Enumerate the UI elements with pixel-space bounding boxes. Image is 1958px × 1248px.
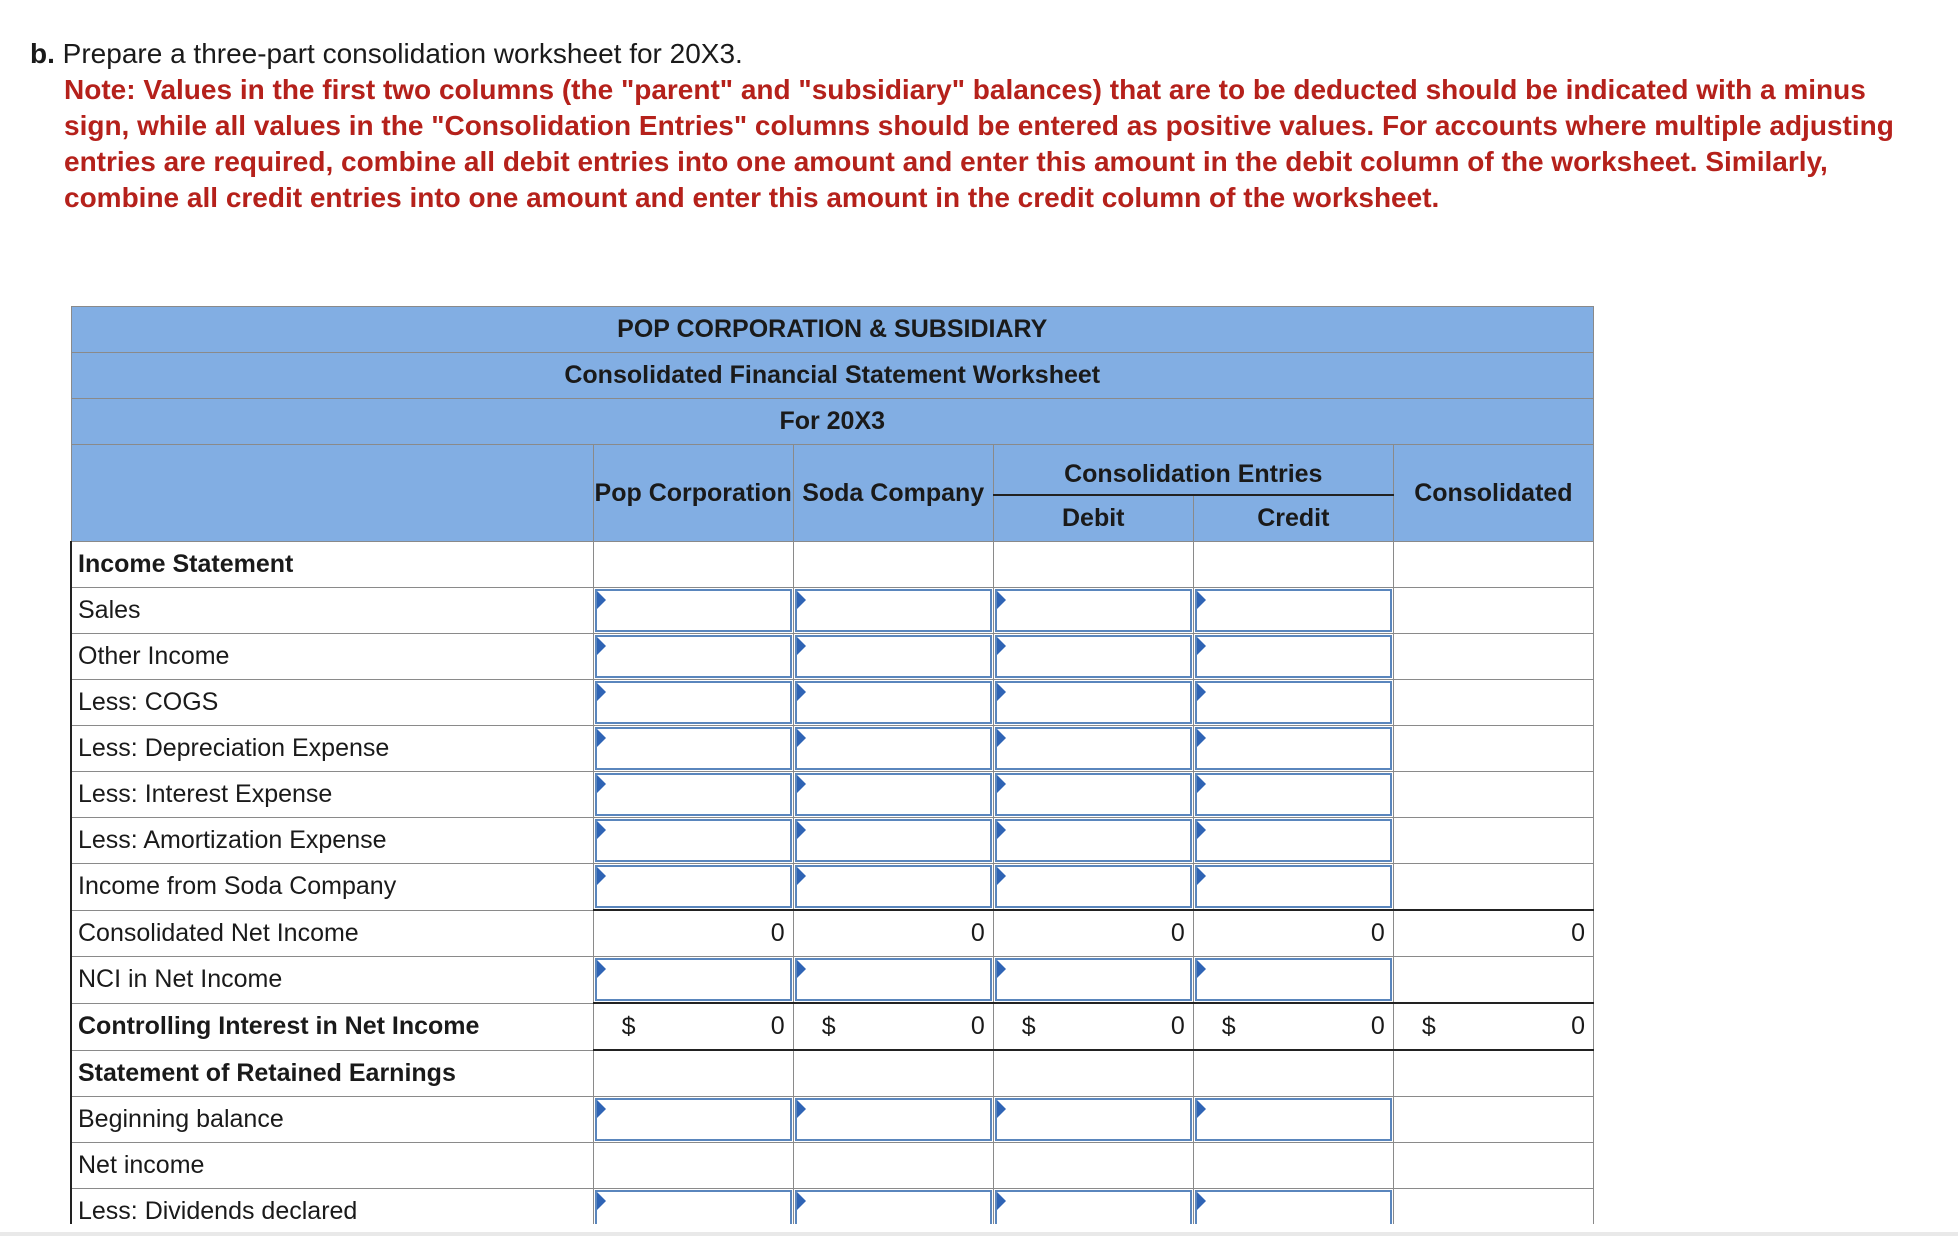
beginning-balance-soda-input[interactable] — [795, 1098, 992, 1141]
net-income-credit — [1193, 1143, 1393, 1189]
nci-ni-soda-input[interactable] — [795, 958, 992, 1001]
currency-symbol: $ — [621, 1012, 636, 1040]
table-row — [71, 588, 1594, 634]
amortization-debit-input[interactable] — [995, 819, 1192, 862]
sales-soda-input[interactable] — [795, 589, 992, 632]
other-income-debit-input[interactable] — [995, 635, 1192, 678]
beginning-balance-pop-input[interactable] — [595, 1098, 792, 1141]
header-consolidated: Consolidated — [1393, 445, 1593, 542]
sales-consolidated — [1393, 588, 1593, 634]
cogs-soda-input[interactable] — [795, 681, 992, 724]
net-income-consolidated — [1393, 1143, 1593, 1189]
instruction-text: Prepare a three-part consolidation worksheet for 20X3. — [62, 38, 743, 69]
net-income-debit — [993, 1143, 1193, 1189]
table-row — [71, 1050, 1594, 1097]
note-text: Note: Values in the first two columns (the "parent" and "subsidiary" balances) that are to be deducted should be indicated with a minus sign, while all values in the "Consolidation Entries" columns should be entered as positive values. For accounts where multiple adjusting entries are required, combine all debit entries into one amount and enter this amount in the debit column of the worksheet. Similarly, combine all credit entries into one amount and enter this amount in the credit column of the worksheet. — [64, 74, 1894, 213]
table-row — [71, 634, 1594, 680]
interest-credit-input[interactable] — [1195, 773, 1392, 816]
currency-symbol: $ — [1421, 1012, 1436, 1040]
instructions — [30, 36, 1910, 216]
row-label-beginning-balance: Beginning balance — [71, 1097, 593, 1143]
nci-ni-consolidated — [1393, 957, 1593, 1004]
currency-symbol: $ — [1221, 1012, 1236, 1040]
row-label-income-from-soda: Income from Soda Company — [71, 864, 593, 911]
row-label-depreciation: Less: Depreciation Expense — [71, 726, 593, 772]
row-label-sales: Sales — [71, 588, 593, 634]
table-row — [71, 1189, 1594, 1225]
net-income-pop — [593, 1143, 793, 1189]
nci-ni-debit-input[interactable] — [995, 958, 1192, 1001]
table-row — [71, 1097, 1594, 1143]
row-label-dividends: Less: Dividends declared — [71, 1189, 593, 1225]
dividends-credit-input[interactable] — [1195, 1190, 1392, 1224]
dividends-pop-input[interactable] — [595, 1190, 792, 1224]
header-debit: Debit — [993, 495, 1193, 542]
header-consolidation-entries: Consolidation Entries — [993, 445, 1393, 496]
table-row — [71, 680, 1594, 726]
row-label-nci-net-income: NCI in Net Income — [71, 957, 593, 1004]
depreciation-soda-input[interactable] — [795, 727, 992, 770]
income-from-soda-consolidated — [1393, 864, 1593, 911]
interest-soda-input[interactable] — [795, 773, 992, 816]
worksheet-table — [70, 306, 1594, 1224]
dividends-debit-input[interactable] — [995, 1190, 1192, 1224]
row-label-amortization: Less: Amortization Expense — [71, 818, 593, 864]
table-row — [71, 910, 1594, 957]
controlling-ni-debit-total: 0 — [1170, 1012, 1185, 1040]
other-income-soda-input[interactable] — [795, 635, 992, 678]
sales-credit-input[interactable] — [1195, 589, 1392, 632]
row-label-consolidated-net-income: Consolidated Net Income — [71, 910, 593, 957]
controlling-ni-pop-total: 0 — [770, 1012, 785, 1040]
sales-debit-input[interactable] — [995, 589, 1192, 632]
row-label-other-income: Other Income — [71, 634, 593, 680]
beginning-balance-consolidated — [1393, 1097, 1593, 1143]
row-label-controlling-interest: Controlling Interest in Net Income — [71, 1003, 593, 1050]
section-retained-earnings: Statement of Retained Earnings — [71, 1050, 593, 1097]
cogs-debit-input[interactable] — [995, 681, 1192, 724]
table-row — [71, 772, 1594, 818]
cogs-consolidated — [1393, 680, 1593, 726]
section-income-statement: Income Statement — [71, 542, 593, 588]
table-row — [71, 542, 1594, 588]
controlling-ni-consolidated-total: 0 — [1571, 1012, 1585, 1040]
worksheet-period-title: For 20X3 — [71, 399, 1594, 445]
beginning-balance-debit-input[interactable] — [995, 1098, 1192, 1141]
income-from-soda-credit-input[interactable] — [1195, 865, 1392, 908]
depreciation-consolidated — [1393, 726, 1593, 772]
consolidated-ni-debit-total: 0 — [993, 910, 1193, 957]
consolidated-ni-consolidated-total: 0 — [1393, 910, 1593, 957]
worksheet-statement-title: Consolidated Financial Statement Worksheet — [71, 353, 1594, 399]
consolidation-worksheet — [70, 306, 1594, 1224]
income-from-soda-debit-input[interactable] — [995, 865, 1192, 908]
page-divider — [0, 1232, 1958, 1236]
nci-ni-pop-input[interactable] — [595, 958, 792, 1001]
consolidated-ni-credit-total: 0 — [1193, 910, 1393, 957]
other-income-consolidated — [1393, 634, 1593, 680]
row-label-net-income: Net income — [71, 1143, 593, 1189]
worksheet-company-title: POP CORPORATION & SUBSIDIARY — [71, 307, 1594, 353]
table-row — [71, 818, 1594, 864]
instruction-line — [30, 36, 1910, 72]
row-label-cogs: Less: COGS — [71, 680, 593, 726]
header-credit: Credit — [1193, 495, 1393, 542]
table-row — [71, 1003, 1594, 1050]
cogs-pop-input[interactable] — [595, 681, 792, 724]
header-blank — [71, 445, 593, 542]
other-income-credit-input[interactable] — [1195, 635, 1392, 678]
controlling-ni-credit-total: 0 — [1370, 1012, 1385, 1040]
header-soda-company: Soda Company — [793, 445, 993, 542]
other-income-pop-input[interactable] — [595, 635, 792, 678]
table-row — [71, 726, 1594, 772]
amortization-soda-input[interactable] — [795, 819, 992, 862]
beginning-balance-credit-input[interactable] — [1195, 1098, 1392, 1141]
amortization-consolidated — [1393, 818, 1593, 864]
currency-symbol: $ — [821, 1012, 836, 1040]
sales-pop-input[interactable] — [595, 589, 792, 632]
table-row — [71, 864, 1594, 911]
part-letter: b. — [30, 38, 55, 69]
amortization-pop-input[interactable] — [595, 819, 792, 862]
interest-debit-input[interactable] — [995, 773, 1192, 816]
cogs-credit-input[interactable] — [1195, 681, 1392, 724]
income-from-soda-soda-input[interactable] — [795, 865, 992, 908]
consolidated-ni-pop-total: 0 — [593, 910, 793, 957]
depreciation-pop-input[interactable] — [595, 727, 792, 770]
dividends-soda-input[interactable] — [795, 1190, 992, 1224]
currency-symbol: $ — [1021, 1012, 1036, 1040]
interest-consolidated — [1393, 772, 1593, 818]
income-from-soda-pop-input[interactable] — [595, 865, 792, 908]
table-row — [71, 957, 1594, 1004]
header-pop-corporation: Pop Corporation — [593, 445, 793, 542]
table-row — [71, 1143, 1594, 1189]
row-label-interest: Less: Interest Expense — [71, 772, 593, 818]
nci-ni-credit-input[interactable] — [1195, 958, 1392, 1001]
dividends-consolidated — [1393, 1189, 1593, 1225]
depreciation-credit-input[interactable] — [1195, 727, 1392, 770]
consolidated-ni-soda-total: 0 — [793, 910, 993, 957]
controlling-ni-soda-total: 0 — [970, 1012, 985, 1040]
depreciation-debit-input[interactable] — [995, 727, 1192, 770]
interest-pop-input[interactable] — [595, 773, 792, 816]
amortization-credit-input[interactable] — [1195, 819, 1392, 862]
net-income-soda — [793, 1143, 993, 1189]
